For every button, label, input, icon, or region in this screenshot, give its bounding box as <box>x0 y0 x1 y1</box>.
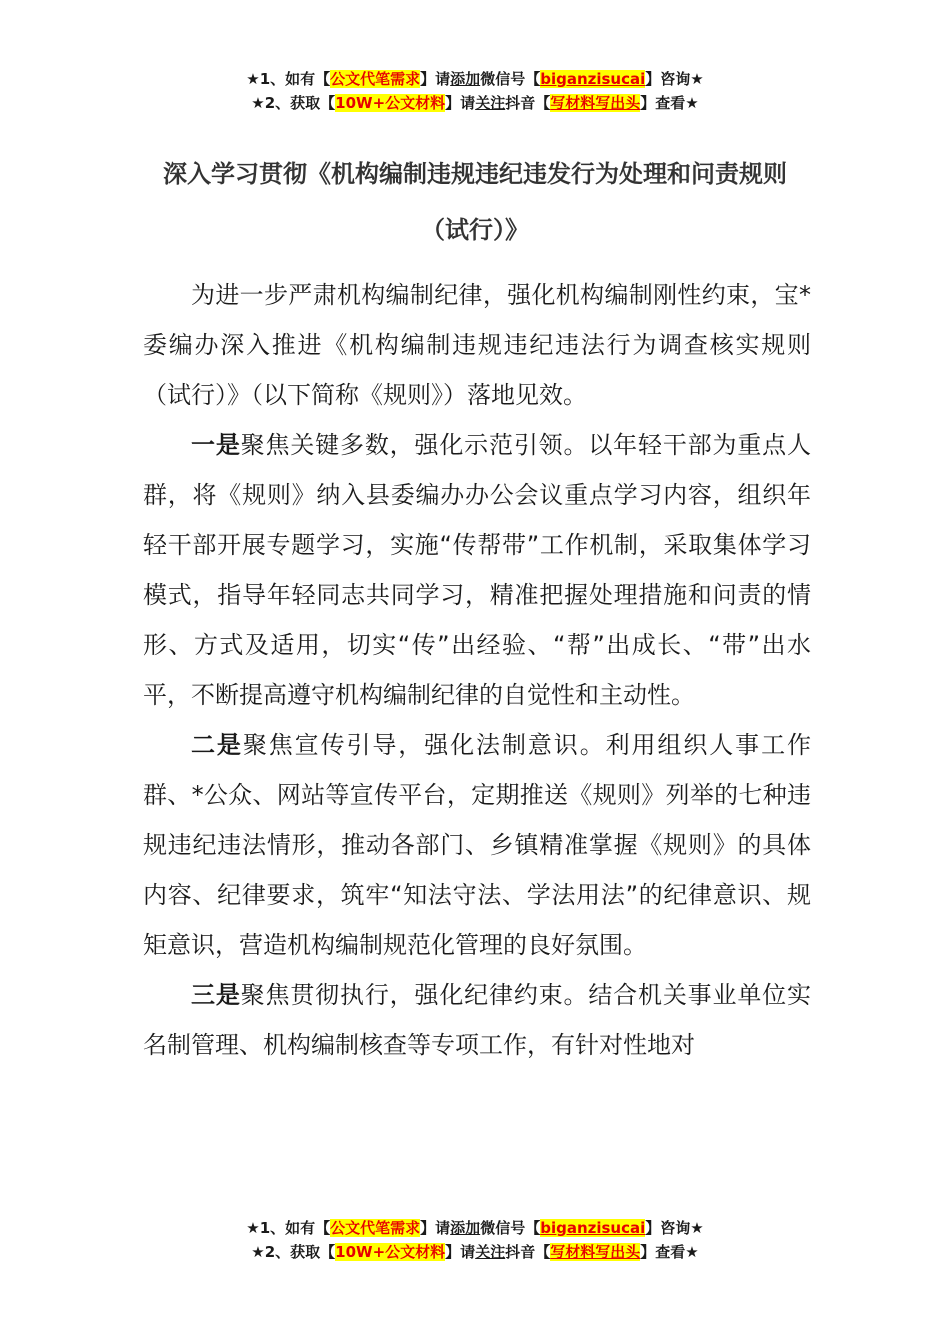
star-icon: ★ <box>690 70 704 88</box>
section-text: 聚焦宣传引导，强化法制意识。利用组织人事工作群、*公众、网站等宣传平台，定期推送《规则》列举的七种违规违纪违法情形，推动各部门、乡镇精准掌握《规则》的具体内容、纪律要求，筑牢“知法守法、学法用法”的纪律意识、规矩意识，营造机构编制规范化管理的良好氛围。 <box>143 731 812 959</box>
highlight-ghostwriting: 公文代笔需求 <box>330 70 421 88</box>
intro-paragraph: 为进一步严肃机构编制纪律，强化机构编制刚性约束，宝*委编办深入推进《机构编制违规违纪违法行为调查核实规则（试行）》（以下简称《规则》）落地见效。 <box>143 281 811 409</box>
star-icon: ★ <box>685 94 699 112</box>
underlined-add: 添加 <box>450 70 481 88</box>
banner-line-2 <box>0 91 950 115</box>
wechat-id[interactable]: biganzisucai <box>540 70 646 88</box>
star-icon: ★ <box>246 70 260 88</box>
star-icon: ★ <box>685 1243 699 1261</box>
banner-text: 】查看 <box>640 94 686 112</box>
banner-line-1 <box>0 67 950 91</box>
section-text: 聚焦贯彻执行，强化纪律约束。结合机关事业单位实名制管理、机构编制核查等专项工作，有针对性地对 <box>143 981 812 1059</box>
banner-text: 】请 <box>420 1219 451 1237</box>
highlight-ghostwriting: 公文代笔需求 <box>330 1219 421 1237</box>
banner-text: 2、获取【 <box>264 1243 336 1261</box>
banner-text: 抖音【 <box>505 1243 551 1261</box>
highlight-materials: 10W+公文材料 <box>335 94 446 112</box>
banner-text: 】请 <box>445 1243 476 1261</box>
section-paragraph-2 <box>143 720 811 970</box>
douyin-account[interactable]: 写材料写出头 <box>550 1243 641 1261</box>
star-icon: ★ <box>251 94 265 112</box>
banner-text: 1、如有【 <box>259 70 331 88</box>
banner-text: 2、获取【 <box>264 94 336 112</box>
douyin-account[interactable]: 写材料写出头 <box>550 94 641 112</box>
wechat-id[interactable]: biganzisucai <box>540 1219 646 1237</box>
section-lead: 一是 <box>191 431 241 459</box>
star-icon: ★ <box>690 1219 704 1237</box>
section-lead: 三是 <box>191 981 241 1009</box>
underlined-follow: 关注 <box>475 94 506 112</box>
underlined-add: 添加 <box>450 1219 481 1237</box>
banner-text: 1、如有【 <box>259 1219 331 1237</box>
section-paragraph-3 <box>143 970 811 1070</box>
star-icon: ★ <box>246 1219 260 1237</box>
section-text: 聚焦关键多数，强化示范引领。以年轻干部为重点人群，将《规则》纳入县委编办办公会议重点学习内容，组织年轻干部开展专题学习，实施“传帮带”工作机制，采取集体学习模式，指导年轻同志共同学习，精准把握处理措施和问责的情形、方式及适用，切实“传”出经验、“帮”出成长、“带”出水平，不断提高遵守机构编制纪律的自觉性和主动性。 <box>143 431 812 709</box>
section-paragraph-1 <box>143 420 811 720</box>
header-banner <box>0 67 950 115</box>
document-body <box>143 270 811 1070</box>
banner-text: 】查看 <box>640 1243 686 1261</box>
banner-text: 抖音【 <box>505 94 551 112</box>
banner-text: 】请 <box>420 70 451 88</box>
document-title: 深入学习贯彻《机构编制违规违纪违发行为处理和问责规则（试行）》 <box>163 160 787 244</box>
section-lead: 二是 <box>191 731 243 759</box>
footer-banner <box>0 1216 950 1264</box>
banner-text: 微信号【 <box>480 70 541 88</box>
banner-text: 】请 <box>445 94 476 112</box>
banner-text: 】咨询 <box>645 70 691 88</box>
star-icon: ★ <box>251 1243 265 1261</box>
banner-line-2 <box>0 1240 950 1264</box>
underlined-follow: 关注 <box>475 1243 506 1261</box>
banner-line-1 <box>0 1216 950 1240</box>
banner-text: 微信号【 <box>480 1219 541 1237</box>
banner-text: 】咨询 <box>645 1219 691 1237</box>
highlight-materials: 10W+公文材料 <box>335 1243 446 1261</box>
